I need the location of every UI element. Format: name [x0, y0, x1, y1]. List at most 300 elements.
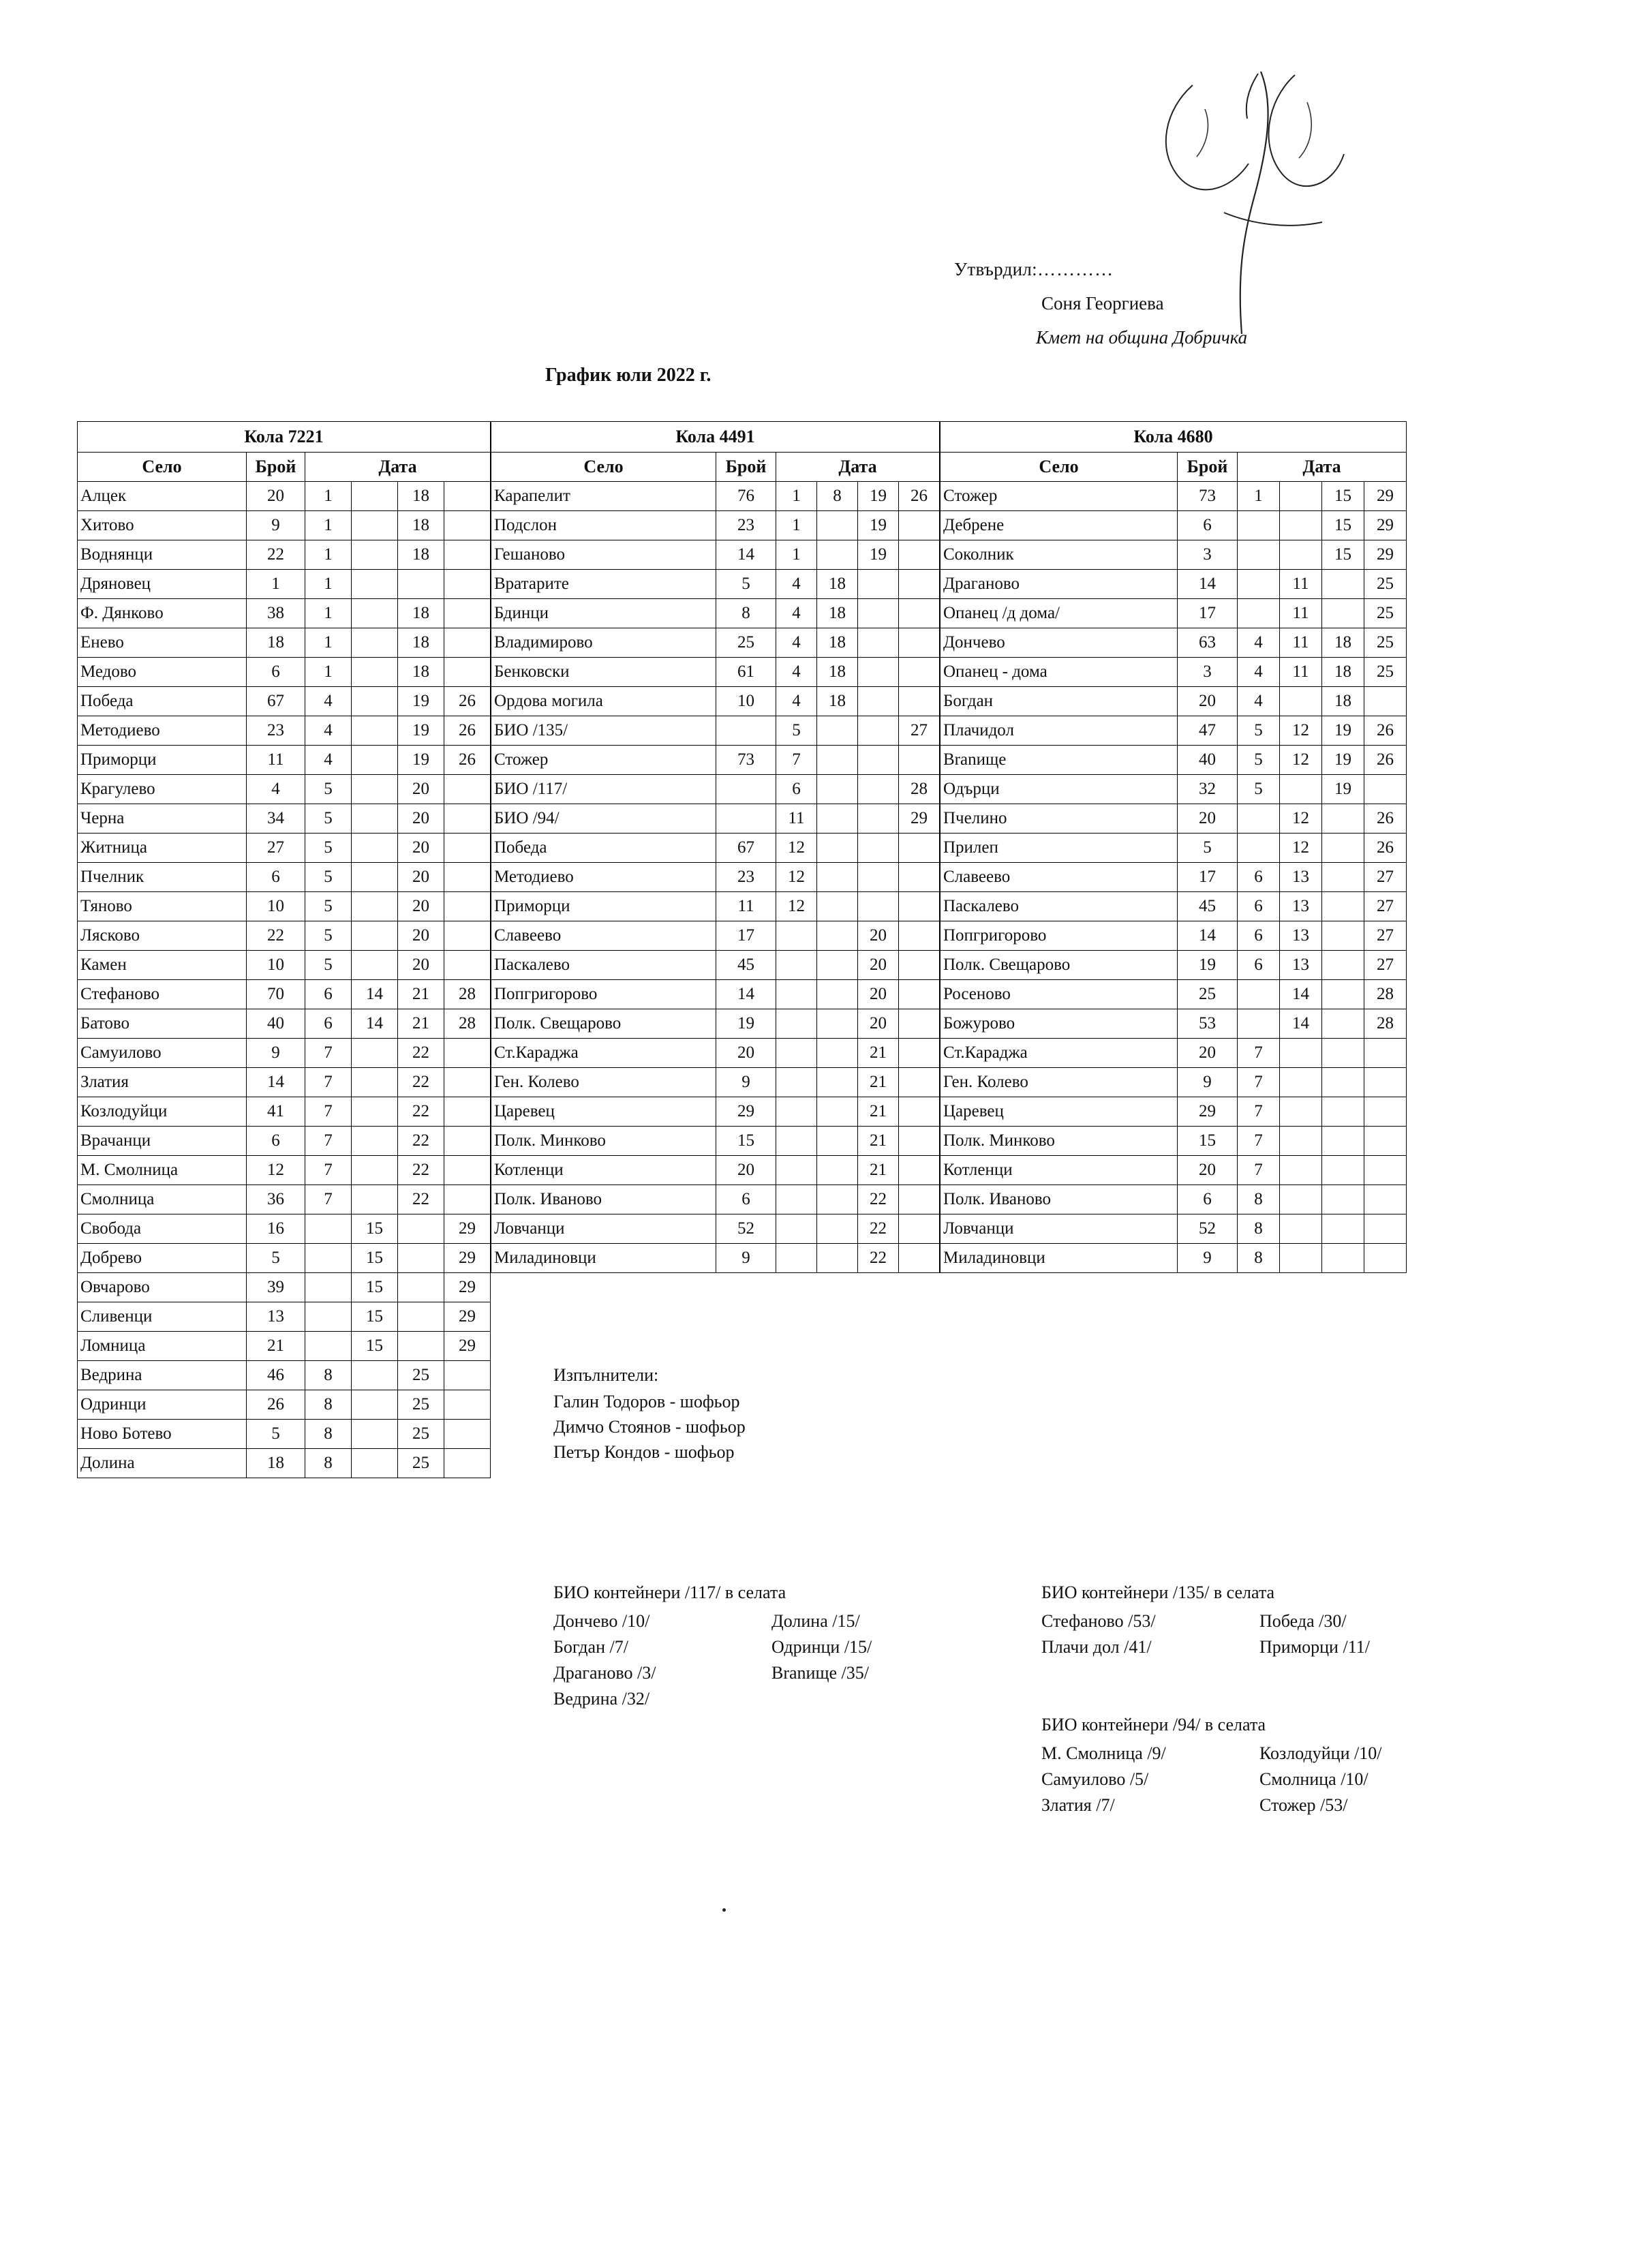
- cell-village: Победа: [491, 834, 716, 863]
- cell-date: [817, 1127, 858, 1156]
- cell-date: [899, 687, 940, 716]
- cell-date: [1280, 775, 1322, 804]
- cell-date: [352, 1097, 398, 1127]
- bio-note-94: [1041, 1712, 1381, 1818]
- cell-date: [899, 951, 940, 980]
- table-row: [78, 1127, 491, 1156]
- cell-date: [1280, 687, 1322, 716]
- cell-village: Методиево: [78, 716, 247, 746]
- cell-date: 21: [858, 1097, 899, 1127]
- cell-date: 20: [858, 980, 899, 1009]
- cell-village: Методиево: [491, 863, 716, 892]
- approver-name: Соня Георгиева: [1041, 293, 1164, 314]
- bio-village-left: М. Смолница /9/: [1041, 1743, 1166, 1763]
- cell-date: [817, 511, 858, 540]
- cell-count: 4: [247, 775, 305, 804]
- cell-village: Дончево: [940, 628, 1178, 658]
- truck-table-4680: [940, 421, 1407, 1273]
- col-date: Дата: [305, 453, 491, 482]
- cell-date: [1322, 1009, 1364, 1039]
- cell-village: Златия: [78, 1068, 247, 1097]
- cell-village: Царевец: [940, 1097, 1178, 1127]
- cell-count: 18: [247, 1449, 305, 1478]
- table-row: [78, 1449, 491, 1478]
- cell-date: 8: [305, 1420, 352, 1449]
- cell-date: 20: [398, 892, 444, 921]
- cell-date: 7: [305, 1185, 352, 1214]
- cell-date: [817, 921, 858, 951]
- cell-count: 20: [247, 482, 305, 511]
- cell-date: [817, 1214, 858, 1244]
- cell-date: [776, 980, 817, 1009]
- cell-date: 5: [776, 716, 817, 746]
- cell-date: [858, 746, 899, 775]
- cell-date: [899, 1127, 940, 1156]
- table-row: [940, 921, 1407, 951]
- approved-by-line: [954, 259, 1114, 280]
- cell-date: 18: [817, 658, 858, 687]
- cell-count: 73: [1178, 482, 1238, 511]
- cell-date: [817, 1244, 858, 1273]
- table-row: [78, 1214, 491, 1244]
- cell-date: 4: [1238, 687, 1280, 716]
- truck-rows-4491: [491, 482, 940, 1273]
- cell-date: 4: [776, 599, 817, 628]
- cell-count: 67: [716, 834, 776, 863]
- cell-date: 29: [444, 1302, 491, 1332]
- cell-village: БИО /135/: [491, 716, 716, 746]
- cell-date: [817, 951, 858, 980]
- cell-village: Ст.Караджа: [491, 1039, 716, 1068]
- cell-village: Приморци: [78, 746, 247, 775]
- cell-date: 25: [1364, 658, 1407, 687]
- truck-rows-7221: [78, 482, 491, 1478]
- cell-date: [352, 1361, 398, 1390]
- cell-date: [1238, 980, 1280, 1009]
- cell-count: 19: [1178, 951, 1238, 980]
- cell-date: [1322, 980, 1364, 1009]
- col-village: Село: [78, 453, 247, 482]
- cell-date: [899, 980, 940, 1009]
- cell-count: 36: [247, 1185, 305, 1214]
- cell-count: 17: [1178, 599, 1238, 628]
- cell-date: 21: [858, 1156, 899, 1185]
- cell-village: Полк. Свещарово: [940, 951, 1178, 980]
- cell-date: 5: [305, 834, 352, 863]
- table-row: [491, 892, 940, 921]
- cell-count: 11: [716, 892, 776, 921]
- cell-count: 14: [1178, 570, 1238, 599]
- cell-date: 4: [776, 658, 817, 687]
- cell-date: [352, 951, 398, 980]
- cell-village: Росеново: [940, 980, 1178, 1009]
- cell-village: Ф. Дянково: [78, 599, 247, 628]
- table-row: [491, 570, 940, 599]
- cell-date: [352, 921, 398, 951]
- cell-village: Житница: [78, 834, 247, 863]
- cell-count: 6: [247, 658, 305, 687]
- cell-date: [352, 599, 398, 628]
- table-row: [491, 658, 940, 687]
- cell-date: [444, 1039, 491, 1068]
- table-row: [78, 1244, 491, 1273]
- cell-count: 10: [247, 951, 305, 980]
- cell-count: 45: [716, 951, 776, 980]
- cell-count: 47: [1178, 716, 1238, 746]
- table-row: [491, 834, 940, 863]
- cell-date: [776, 1039, 817, 1068]
- cell-village: Воднянци: [78, 540, 247, 570]
- cell-village: Дебрене: [940, 511, 1178, 540]
- cell-count: 6: [716, 1185, 776, 1214]
- cell-village: Ст.Караджа: [940, 1039, 1178, 1068]
- col-date: Дата: [776, 453, 940, 482]
- cell-count: 15: [716, 1127, 776, 1156]
- cell-village: Алцек: [78, 482, 247, 511]
- cell-count: 19: [716, 1009, 776, 1039]
- bio-pair-row: [1041, 1792, 1381, 1818]
- cell-village: Батово: [78, 1009, 247, 1039]
- cell-date: [398, 570, 444, 599]
- cell-date: [817, 1009, 858, 1039]
- cell-date: [352, 1449, 398, 1478]
- cell-date: [444, 658, 491, 687]
- cell-date: 25: [1364, 628, 1407, 658]
- cell-date: [1280, 1097, 1322, 1127]
- cell-count: 26: [247, 1390, 305, 1420]
- cell-date: 12: [1280, 834, 1322, 863]
- cell-date: 7: [305, 1156, 352, 1185]
- cell-village: Енево: [78, 628, 247, 658]
- table-row: [78, 980, 491, 1009]
- cell-date: 14: [1280, 1009, 1322, 1039]
- cell-date: 4: [305, 687, 352, 716]
- cell-date: 26: [444, 687, 491, 716]
- cell-date: [1364, 1127, 1407, 1156]
- cell-date: [352, 482, 398, 511]
- cell-date: 5: [305, 892, 352, 921]
- table-row: [491, 687, 940, 716]
- table-row: [940, 1156, 1407, 1185]
- cell-date: [305, 1214, 352, 1244]
- cell-date: 8: [305, 1361, 352, 1390]
- cell-village: Приморци: [491, 892, 716, 921]
- cell-date: [352, 1039, 398, 1068]
- cell-count: 25: [716, 628, 776, 658]
- cell-date: [444, 540, 491, 570]
- cell-village: Плачидол: [940, 716, 1178, 746]
- cell-date: [817, 1039, 858, 1068]
- cell-village: Полк. Минково: [940, 1127, 1178, 1156]
- cell-date: [352, 511, 398, 540]
- bio-note-pairs: [1041, 1608, 1370, 1660]
- cell-date: 21: [398, 980, 444, 1009]
- table-row: [940, 951, 1407, 980]
- cell-date: [1364, 1039, 1407, 1068]
- cell-date: 21: [858, 1068, 899, 1097]
- cell-date: [1280, 1068, 1322, 1097]
- cell-date: [817, 1097, 858, 1127]
- cell-count: 9: [716, 1068, 776, 1097]
- cell-date: 28: [899, 775, 940, 804]
- cell-village: БИО /117/: [491, 775, 716, 804]
- table-row: [78, 1390, 491, 1420]
- cell-date: 7: [1238, 1156, 1280, 1185]
- cell-village: М. Смолница: [78, 1156, 247, 1185]
- table-row: [78, 570, 491, 599]
- cell-village: Победа: [78, 687, 247, 716]
- cell-date: [398, 1332, 444, 1361]
- table-row: [940, 540, 1407, 570]
- cell-date: 7: [305, 1127, 352, 1156]
- cell-date: [1238, 834, 1280, 863]
- table-row: [491, 511, 940, 540]
- bio-pair-row: [1041, 1634, 1370, 1660]
- cell-village: Божурово: [940, 1009, 1178, 1039]
- bio-village-left: Златия /7/: [1041, 1794, 1115, 1815]
- cell-village: Пчелино: [940, 804, 1178, 834]
- table-row: [78, 1302, 491, 1332]
- cell-village: Опанец /д дома/: [940, 599, 1178, 628]
- table-row: [940, 1039, 1407, 1068]
- cell-count: 53: [1178, 1009, 1238, 1039]
- cell-date: 18: [817, 570, 858, 599]
- cell-date: 7: [1238, 1068, 1280, 1097]
- cell-date: [444, 834, 491, 863]
- table-row: [940, 1097, 1407, 1127]
- table-row: [78, 1156, 491, 1185]
- table-row: [940, 1127, 1407, 1156]
- cell-date: 27: [899, 716, 940, 746]
- cell-date: 29: [444, 1332, 491, 1361]
- cell-date: 7: [776, 746, 817, 775]
- cell-village: БИО /94/: [491, 804, 716, 834]
- cell-village: Козлодуйци: [78, 1097, 247, 1127]
- cell-date: 7: [305, 1097, 352, 1127]
- col-village: Село: [940, 453, 1178, 482]
- cell-village: Ведрина: [78, 1361, 247, 1390]
- cell-date: 4: [776, 570, 817, 599]
- cell-date: [352, 716, 398, 746]
- cell-village: Ломница: [78, 1332, 247, 1361]
- cell-village: Медово: [78, 658, 247, 687]
- cell-count: 20: [1178, 1156, 1238, 1185]
- cell-date: [817, 892, 858, 921]
- cell-date: 15: [352, 1273, 398, 1302]
- cell-date: [1322, 1214, 1364, 1244]
- cell-date: 6: [305, 980, 352, 1009]
- cell-date: 1: [305, 599, 352, 628]
- cell-date: [776, 921, 817, 951]
- cell-count: 14: [716, 980, 776, 1009]
- cell-date: [776, 1214, 817, 1244]
- cell-village: Одърци: [940, 775, 1178, 804]
- cell-date: [444, 482, 491, 511]
- cell-date: [776, 1244, 817, 1273]
- cell-date: [352, 863, 398, 892]
- cell-date: 26: [1364, 716, 1407, 746]
- table-row: [78, 892, 491, 921]
- cell-date: 4: [1238, 658, 1280, 687]
- cell-date: [398, 1273, 444, 1302]
- cell-date: [899, 599, 940, 628]
- cell-date: 7: [305, 1068, 352, 1097]
- cell-count: 5: [1178, 834, 1238, 863]
- cell-count: 13: [247, 1302, 305, 1332]
- cell-date: 29: [444, 1244, 491, 1273]
- cell-date: [858, 628, 899, 658]
- cell-date: 29: [1364, 540, 1407, 570]
- cell-date: [1280, 1185, 1322, 1214]
- cell-date: [1364, 1097, 1407, 1127]
- bio-village-left: Драганово /3/: [553, 1662, 656, 1683]
- table-row: [78, 628, 491, 658]
- cell-date: 6: [776, 775, 817, 804]
- bio-pair-row: [553, 1608, 872, 1634]
- table-row: [78, 1009, 491, 1039]
- stray-ink-dot: [722, 1908, 726, 1912]
- cell-count: 23: [716, 511, 776, 540]
- cell-date: 5: [305, 921, 352, 951]
- cell-village: Попгригорово: [491, 980, 716, 1009]
- cell-date: [444, 628, 491, 658]
- cell-date: [1238, 511, 1280, 540]
- cell-date: 14: [352, 1009, 398, 1039]
- cell-date: 5: [1238, 775, 1280, 804]
- cell-count: 27: [247, 834, 305, 863]
- cell-date: 5: [305, 804, 352, 834]
- truck-header-4680: Кола 4680: [940, 422, 1407, 453]
- cell-village: Бенковски: [491, 658, 716, 687]
- cell-date: [444, 1390, 491, 1420]
- cell-date: 12: [1280, 804, 1322, 834]
- truck-table-7221: [77, 421, 491, 1478]
- bio-village-right: Одринци /15/: [771, 1636, 872, 1657]
- cell-date: [817, 540, 858, 570]
- cell-date: 12: [776, 834, 817, 863]
- cell-date: [444, 1361, 491, 1390]
- bio-note-pairs: [553, 1608, 872, 1712]
- cell-date: 1: [305, 482, 352, 511]
- cell-date: 4: [1238, 628, 1280, 658]
- cell-date: 11: [1280, 599, 1322, 628]
- cell-date: [444, 804, 491, 834]
- col-date: Дата: [1238, 453, 1407, 482]
- cell-village: Владимирово: [491, 628, 716, 658]
- cell-date: [899, 892, 940, 921]
- cell-date: [858, 716, 899, 746]
- cell-date: 5: [305, 863, 352, 892]
- table-row: [491, 1097, 940, 1127]
- cell-village: Дряновец: [78, 570, 247, 599]
- cell-date: 4: [305, 716, 352, 746]
- cell-village: Хитово: [78, 511, 247, 540]
- table-row: [940, 687, 1407, 716]
- bio-pair-row: [553, 1634, 872, 1660]
- table-row: [491, 921, 940, 951]
- table-row: [491, 1185, 940, 1214]
- bio-pair-row: [1041, 1741, 1381, 1767]
- cell-date: [352, 804, 398, 834]
- table-row: [940, 716, 1407, 746]
- cell-date: [1280, 1156, 1322, 1185]
- cell-date: [444, 1185, 491, 1214]
- cell-date: 25: [398, 1361, 444, 1390]
- table-row: [491, 482, 940, 511]
- cell-count: 6: [1178, 511, 1238, 540]
- cell-count: 9: [1178, 1244, 1238, 1273]
- cell-village: Паскалево: [491, 951, 716, 980]
- cell-date: 7: [1238, 1127, 1280, 1156]
- cell-date: [352, 775, 398, 804]
- table-row: [78, 1361, 491, 1390]
- cell-count: 3: [1178, 658, 1238, 687]
- cell-count: 52: [716, 1214, 776, 1244]
- col-count: Брой: [247, 453, 305, 482]
- cell-date: [817, 980, 858, 1009]
- cell-date: 28: [1364, 980, 1407, 1009]
- cell-date: 26: [444, 746, 491, 775]
- cell-village: Гешаново: [491, 540, 716, 570]
- table-row: [78, 863, 491, 892]
- table-row: [78, 1039, 491, 1068]
- table-row: [940, 1185, 1407, 1214]
- cell-date: [352, 1420, 398, 1449]
- cell-date: [444, 863, 491, 892]
- approved-label: Утвърдил:: [954, 259, 1037, 279]
- cell-date: [352, 834, 398, 863]
- cell-count: 32: [1178, 775, 1238, 804]
- cell-date: [776, 1156, 817, 1185]
- cell-date: 19: [858, 482, 899, 511]
- cell-date: [444, 1068, 491, 1097]
- cell-date: 1: [776, 540, 817, 570]
- cell-date: 13: [1280, 951, 1322, 980]
- cell-date: [858, 804, 899, 834]
- cell-date: 15: [352, 1332, 398, 1361]
- bio-note-135: [1041, 1580, 1370, 1660]
- cell-date: 4: [305, 746, 352, 775]
- cell-count: 20: [1178, 1039, 1238, 1068]
- bio-village-right: Долина /15/: [771, 1610, 860, 1631]
- table-row: [940, 599, 1407, 628]
- cell-count: 20: [716, 1039, 776, 1068]
- cell-village: Славеево: [491, 921, 716, 951]
- cell-date: 19: [1322, 716, 1364, 746]
- cell-date: [899, 628, 940, 658]
- cell-date: [899, 540, 940, 570]
- cell-date: 6: [1238, 892, 1280, 921]
- cell-date: 15: [352, 1214, 398, 1244]
- cell-date: 8: [305, 1390, 352, 1420]
- table-row: [78, 1273, 491, 1302]
- cell-date: [352, 540, 398, 570]
- bio-pair-row: [1041, 1767, 1381, 1792]
- cell-date: 1: [305, 540, 352, 570]
- cell-date: [1322, 570, 1364, 599]
- cell-date: [1322, 1097, 1364, 1127]
- cell-date: [858, 687, 899, 716]
- table-row: [78, 511, 491, 540]
- cell-date: 18: [398, 628, 444, 658]
- cell-village: Тяново: [78, 892, 247, 921]
- cell-date: [352, 1127, 398, 1156]
- bio-pair-row: [553, 1686, 872, 1712]
- cell-date: 28: [1364, 1009, 1407, 1039]
- cell-date: [444, 951, 491, 980]
- cell-date: 1: [305, 628, 352, 658]
- cell-date: 18: [1322, 628, 1364, 658]
